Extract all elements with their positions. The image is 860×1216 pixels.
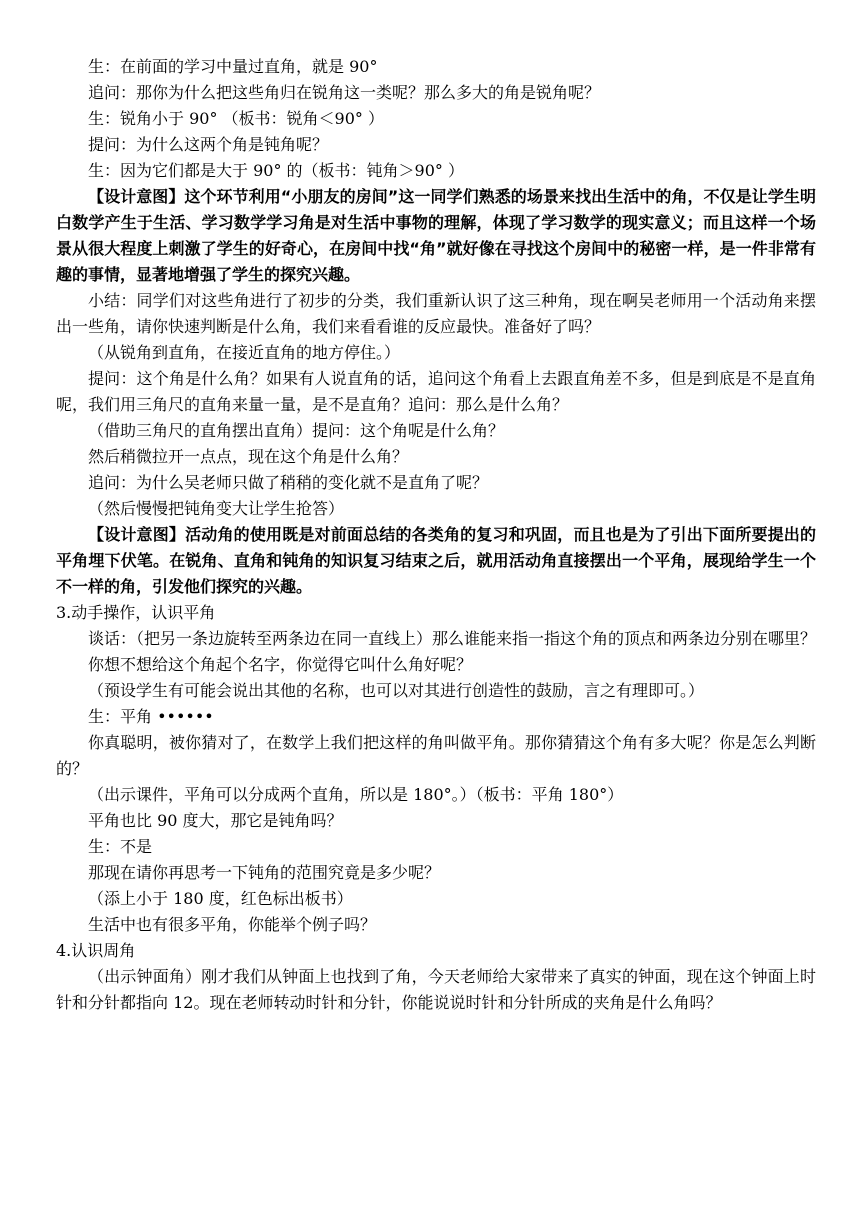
- paragraph: 你真聪明，被你猜对了，在数学上我们把这样的角叫做平角。那你猜猜这个角有多大呢？你是怎么判断的？: [56, 733, 816, 778]
- paragraph: 生：锐角小于 90° （板书：锐角＜90° ）: [88, 109, 384, 128]
- paragraph: （然后慢慢把钝角变大让学生抢答）: [88, 499, 345, 518]
- paragraph: 然后稍微拉开一点点，现在这个角是什么角？: [88, 447, 409, 466]
- paragraph: 小结：同学们对这些角进行了初步的分类，我们重新认识了这三种角，现在啊吴老师用一个活动角来摆出一些角，请你快速判断是什么角，我们来看看谁的反应最快。准备好了吗？: [56, 291, 816, 336]
- paragraph: 追问：那你为什么把这些角归在锐角这一类呢？那么多大的角是锐角呢？: [88, 83, 601, 102]
- paragraph: 平角也比 90 度大，那它是钝角吗？: [88, 811, 343, 830]
- section-heading: 3.动手操作，认识平角: [56, 603, 216, 622]
- paragraph: 生：不是: [88, 837, 153, 856]
- design-intent-paragraph: 【设计意图】活动角的使用既是对前面总结的各类角的复习和巩固，而且也是为了引出下面所要提出的平角埋下伏笔。在锐角、直角和钝角的知识复习结束之后，就用活动角直接摆出一个平角，展现给学生一个不一样的角，引发他们探究的兴趣。: [56, 525, 816, 596]
- paragraph: 提问：这个角是什么角？如果有人说直角的话，追问这个角看上去跟直角差不多，但是到底是不是直角呢，我们用三角尺的直角来量一量，是不是直角？追问：那么是什么角？: [56, 369, 816, 414]
- paragraph: （借助三角尺的直角摆出直角）提问：这个角呢是什么角？: [88, 421, 505, 440]
- paragraph: 谈话：（把另一条边旋转至两条边在同一直线上）那么谁能来指一指这个角的顶点和两条边分别在哪里？: [88, 629, 817, 648]
- section-heading: 4.认识周角: [56, 941, 136, 960]
- paragraph: 那现在请你再思考一下钝角的范围究竟是多少呢？: [88, 863, 441, 882]
- paragraph: （预设学生有可能会说出其他的名称，也可以对其进行创造性的鼓励，言之有理即可。）: [88, 681, 705, 700]
- paragraph: 生：平角 ••••••: [88, 707, 214, 726]
- paragraph: 生：在前面的学习中量过直角，就是 90°: [88, 57, 378, 76]
- design-intent-paragraph: 【设计意图】这个环节利用“小朋友的房间”这一同学们熟悉的场景来找出生活中的角，不仅是让学生明白数学产生于生活、学习数学学习角是对生活中事物的理解，体现了学习数学的现实意义；而且这样一个场景从很大程度上刺激了学生的好奇心，在房间中找“角”就好像在寻找这个房间中的秘密一样，是一件非常有趣的事情，显著地增强了学生的探究兴趣。: [56, 187, 816, 284]
- paragraph: （添上小于 180 度，红色标出板书）: [88, 889, 353, 908]
- paragraph: （出示课件，平角可以分成两个直角，所以是 180°。）（板书：平角 180°）: [88, 785, 624, 804]
- paragraph: 生活中也有很多平角，你能举个例子吗？: [88, 915, 377, 934]
- paragraph: （从锐角到直角，在接近直角的地方停住。）: [88, 343, 401, 362]
- paragraph: 你想不想给这个角起个名字，你觉得它叫什么角好呢？: [88, 655, 473, 674]
- paragraph: 提问：为什么这两个角是钝角呢？: [88, 135, 329, 154]
- paragraph: （出示钟面角）刚才我们从钟面上也找到了角，今天老师给大家带来了真实的钟面，现在这个钟面上时针和分针都指向 12。现在老师转动时针和分针，你能说说时针和分针所成的夹角是什么角吗？: [56, 967, 816, 1012]
- paragraph: 追问：为什么吴老师只做了稍稍的变化就不是直角了呢？: [88, 473, 489, 492]
- paragraph: 生：因为它们都是大于 90° 的（板书：钝角＞90° ）: [88, 161, 464, 180]
- document-body: [56, 54, 816, 1016]
